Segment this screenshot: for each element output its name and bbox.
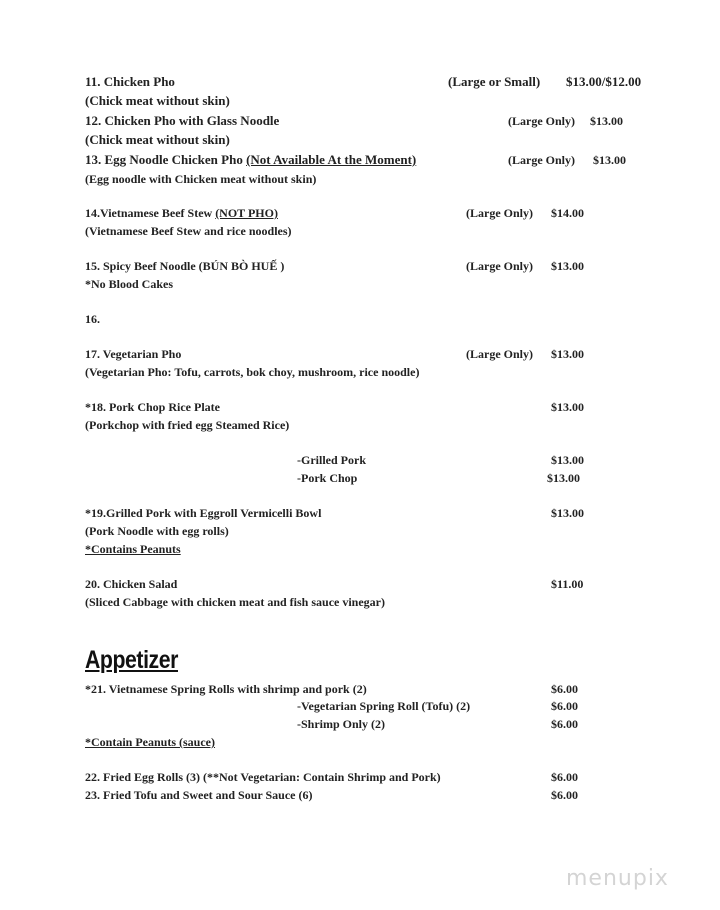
item-price: $6.00: [551, 682, 578, 696]
item-name: 12. Chicken Pho with Glass Noodle: [85, 113, 280, 128]
item-name: 11. Chicken Pho: [85, 74, 175, 89]
item-note: (NOT PHO): [215, 206, 278, 220]
item-price: $6.00: [551, 788, 578, 802]
item-price: $13.00: [593, 153, 626, 167]
item-desc: *No Blood Cakes: [85, 277, 174, 291]
item-option-price: $6.00: [551, 699, 578, 713]
item-desc: (Chick meat without skin): [85, 93, 230, 108]
item-option: -Grilled Pork: [297, 453, 366, 467]
item-option: -Pork Chop: [297, 471, 358, 485]
item-option: -Shrimp Only (2): [297, 717, 386, 731]
item-name: 22. Fried Egg Rolls (3) (**Not Vegetarian: Contain Shrimp and Pork): [85, 770, 441, 784]
watermark-logo: menupix: [566, 866, 669, 891]
item-option-price: $13.00: [551, 453, 584, 467]
item-desc: (Vietnamese Beef Stew and rice noodles): [85, 224, 292, 238]
item-name: [85, 152, 416, 168]
item-size: (Large Only): [466, 206, 533, 220]
item-note: *Contain Peanuts (sauce): [85, 735, 216, 749]
item-name: 20. Chicken Salad: [85, 577, 178, 591]
item-name-text: 14.Vietnamese Beef Stew: [85, 206, 216, 220]
item-desc: (Sliced Cabbage with chicken meat and fish sauce vinegar): [85, 595, 385, 609]
item-option-price: $6.00: [551, 717, 578, 731]
item-size: (Large Only): [466, 259, 533, 273]
item-name: *19.Grilled Pork with Eggroll Vermicelli Bowl: [85, 506, 322, 520]
item-note: (Not Available At the Moment): [246, 152, 417, 167]
item-size: (Large Only): [508, 153, 575, 167]
item-price: $14.00: [551, 206, 584, 220]
item-size: (Large or Small): [448, 74, 541, 89]
item-price: $13.00: [551, 259, 584, 273]
item-price: $13.00/$12.00: [566, 74, 642, 89]
item-desc: (Egg noodle with Chicken meat without skin): [85, 172, 317, 186]
item-desc: (Pork Noodle with egg rolls): [85, 524, 229, 538]
item-name-text: 13. Egg Noodle Chicken Pho: [85, 152, 247, 167]
item-name: *18. Pork Chop Rice Plate: [85, 400, 220, 414]
item-name: [85, 205, 278, 221]
item-price: $11.00: [551, 577, 584, 591]
item-price: $6.00: [551, 770, 578, 784]
item-desc: (Vegetarian Pho: Tofu, carrots, bok choy, mushroom, rice noodle): [85, 365, 420, 379]
item-price: $13.00: [551, 506, 584, 520]
item-option-price: $13.00: [547, 471, 580, 485]
item-size: (Large Only): [466, 347, 533, 361]
item-price: $13.00: [551, 400, 584, 414]
item-name: 17. Vegetarian Pho: [85, 347, 182, 361]
item-name: 15. Spicy Beef Noodle (BÚN BÒ HUẾ ): [85, 259, 285, 273]
item-name: 23. Fried Tofu and Sweet and Sour Sauce (6): [85, 788, 313, 802]
item-name: 16.: [85, 312, 100, 326]
item-price: $13.00: [551, 347, 584, 361]
item-size: (Large Only): [508, 114, 575, 128]
item-note: *Contains Peanuts: [85, 542, 181, 556]
section-heading-appetizer: Appetizer: [85, 646, 178, 674]
item-price: $13.00: [590, 114, 623, 128]
item-name: *21. Vietnamese Spring Rolls with shrimp and pork (2): [85, 682, 367, 696]
item-option: -Vegetarian Spring Roll (Tofu) (2): [297, 699, 471, 713]
item-desc: (Porkchop with fried egg Steamed Rice): [85, 418, 290, 432]
item-desc: (Chick meat without skin): [85, 132, 230, 147]
